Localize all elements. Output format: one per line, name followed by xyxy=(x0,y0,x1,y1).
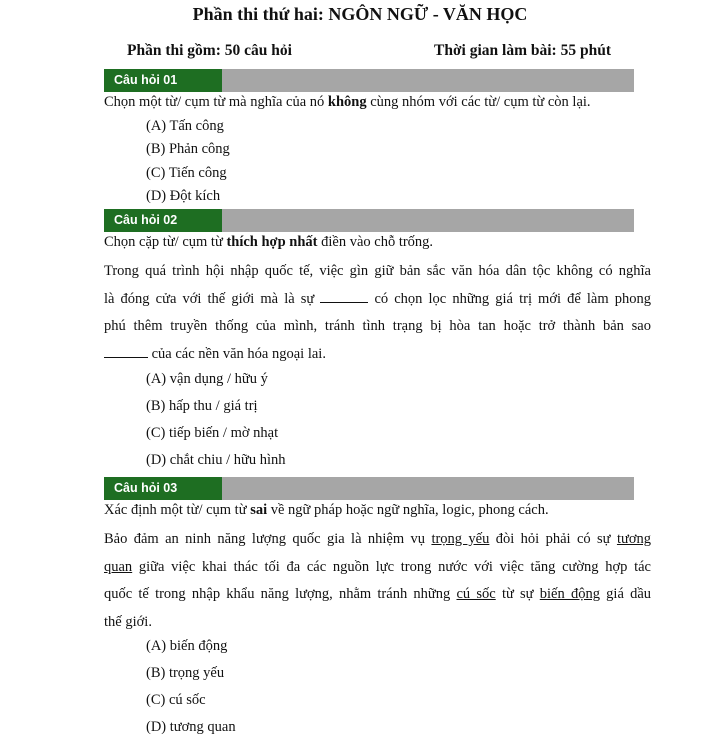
question-header-bar xyxy=(104,477,634,500)
question-prompt: Chọn cặp từ/ cụm từ thích hợp nhất điền vào chỗ trống. xyxy=(104,234,434,250)
emphasis: thích hợp nhất xyxy=(226,234,318,250)
answer-option[interactable]: (B) Phản công xyxy=(146,141,230,157)
answer-option[interactable]: (A) biến động xyxy=(146,638,228,654)
passage-line: phú thêm truyền thống của mình, tránh tình trạng bị hòa tan hoặc trở thành bản sao xyxy=(104,318,651,334)
underlined-phrase: biến động xyxy=(539,586,600,602)
answer-option[interactable]: (C) Tiến công xyxy=(146,165,227,181)
question-header-bar xyxy=(104,69,634,92)
passage-line: Trong quá trình hội nhập quốc tế, việc gìn giữ bản sắc văn hóa dân tộc không có nghĩa xyxy=(104,263,651,279)
question-label: Câu hỏi 02 xyxy=(104,209,222,232)
fill-blank xyxy=(104,345,148,358)
answer-option[interactable]: (D) Đột kích xyxy=(146,188,221,204)
passage-line: thế giới. xyxy=(104,613,152,630)
question-header-bar xyxy=(104,209,634,232)
emphasis: sai xyxy=(250,502,268,518)
answer-option[interactable]: (B) hấp thu / giá trị xyxy=(146,398,258,414)
passage-line: quốc tế trong nhập khẩu năng lượng, nhằm tránh những cú sốc từ sự biến động giá dầu xyxy=(104,586,652,602)
passage-line: của các nền văn hóa ngoại lai. xyxy=(104,341,651,369)
question-prompt: Xác định một từ/ cụm từ sai về ngữ pháp hoặc ngữ nghĩa, logic, phong cách. xyxy=(104,502,549,518)
answer-option[interactable]: (A) vận dụng / hữu ý xyxy=(146,371,268,387)
passage-line: quan giữa việc khai thác tối đa các nguồn lực trong nước với việc tăng cường hợp tác xyxy=(104,558,651,575)
underlined-phrase: quan xyxy=(104,558,133,575)
passage-line: Bảo đảm an ninh năng lượng quốc gia là nhiệm vụ trọng yếu đòi hỏi phải có sự tương xyxy=(104,531,651,547)
underlined-phrase: tương xyxy=(616,531,651,547)
underlined-phrase: trọng yếu xyxy=(431,531,490,547)
question-passage xyxy=(104,258,651,368)
answer-option[interactable]: (D) tương quan xyxy=(146,719,236,735)
page-title: Phần thi thứ hai: NGÔN NGỮ - VĂN HỌC xyxy=(192,4,528,24)
question-label: Câu hỏi 03 xyxy=(104,477,222,500)
passage-line: là đóng cửa với thế giới mà là sự có chọn lọc những giá trị mới để làm phong xyxy=(104,290,651,307)
answer-option[interactable]: (C) tiếp biến / mờ nhạt xyxy=(146,425,279,441)
question-prompt: Chọn một từ/ cụm từ mà nghĩa của nó không cùng nhóm với các từ/ cụm từ còn lại. xyxy=(104,94,591,110)
underlined-phrase: cú sốc xyxy=(456,586,496,602)
time-limit: Thời gian làm bài: 55 phút xyxy=(434,42,611,59)
answer-option[interactable]: (C) cú sốc xyxy=(146,692,206,708)
questions-count: Phần thi gồm: 50 câu hỏi xyxy=(127,42,292,59)
answer-option[interactable]: (D) chắt chiu / hữu hình xyxy=(146,452,286,468)
question-label: Câu hỏi 01 xyxy=(104,69,222,92)
question-passage xyxy=(104,526,651,636)
emphasis: không xyxy=(327,94,367,110)
answer-option[interactable]: (A) Tấn công xyxy=(146,118,224,134)
fill-blank xyxy=(320,290,368,303)
answer-option[interactable]: (B) trọng yếu xyxy=(146,665,225,681)
